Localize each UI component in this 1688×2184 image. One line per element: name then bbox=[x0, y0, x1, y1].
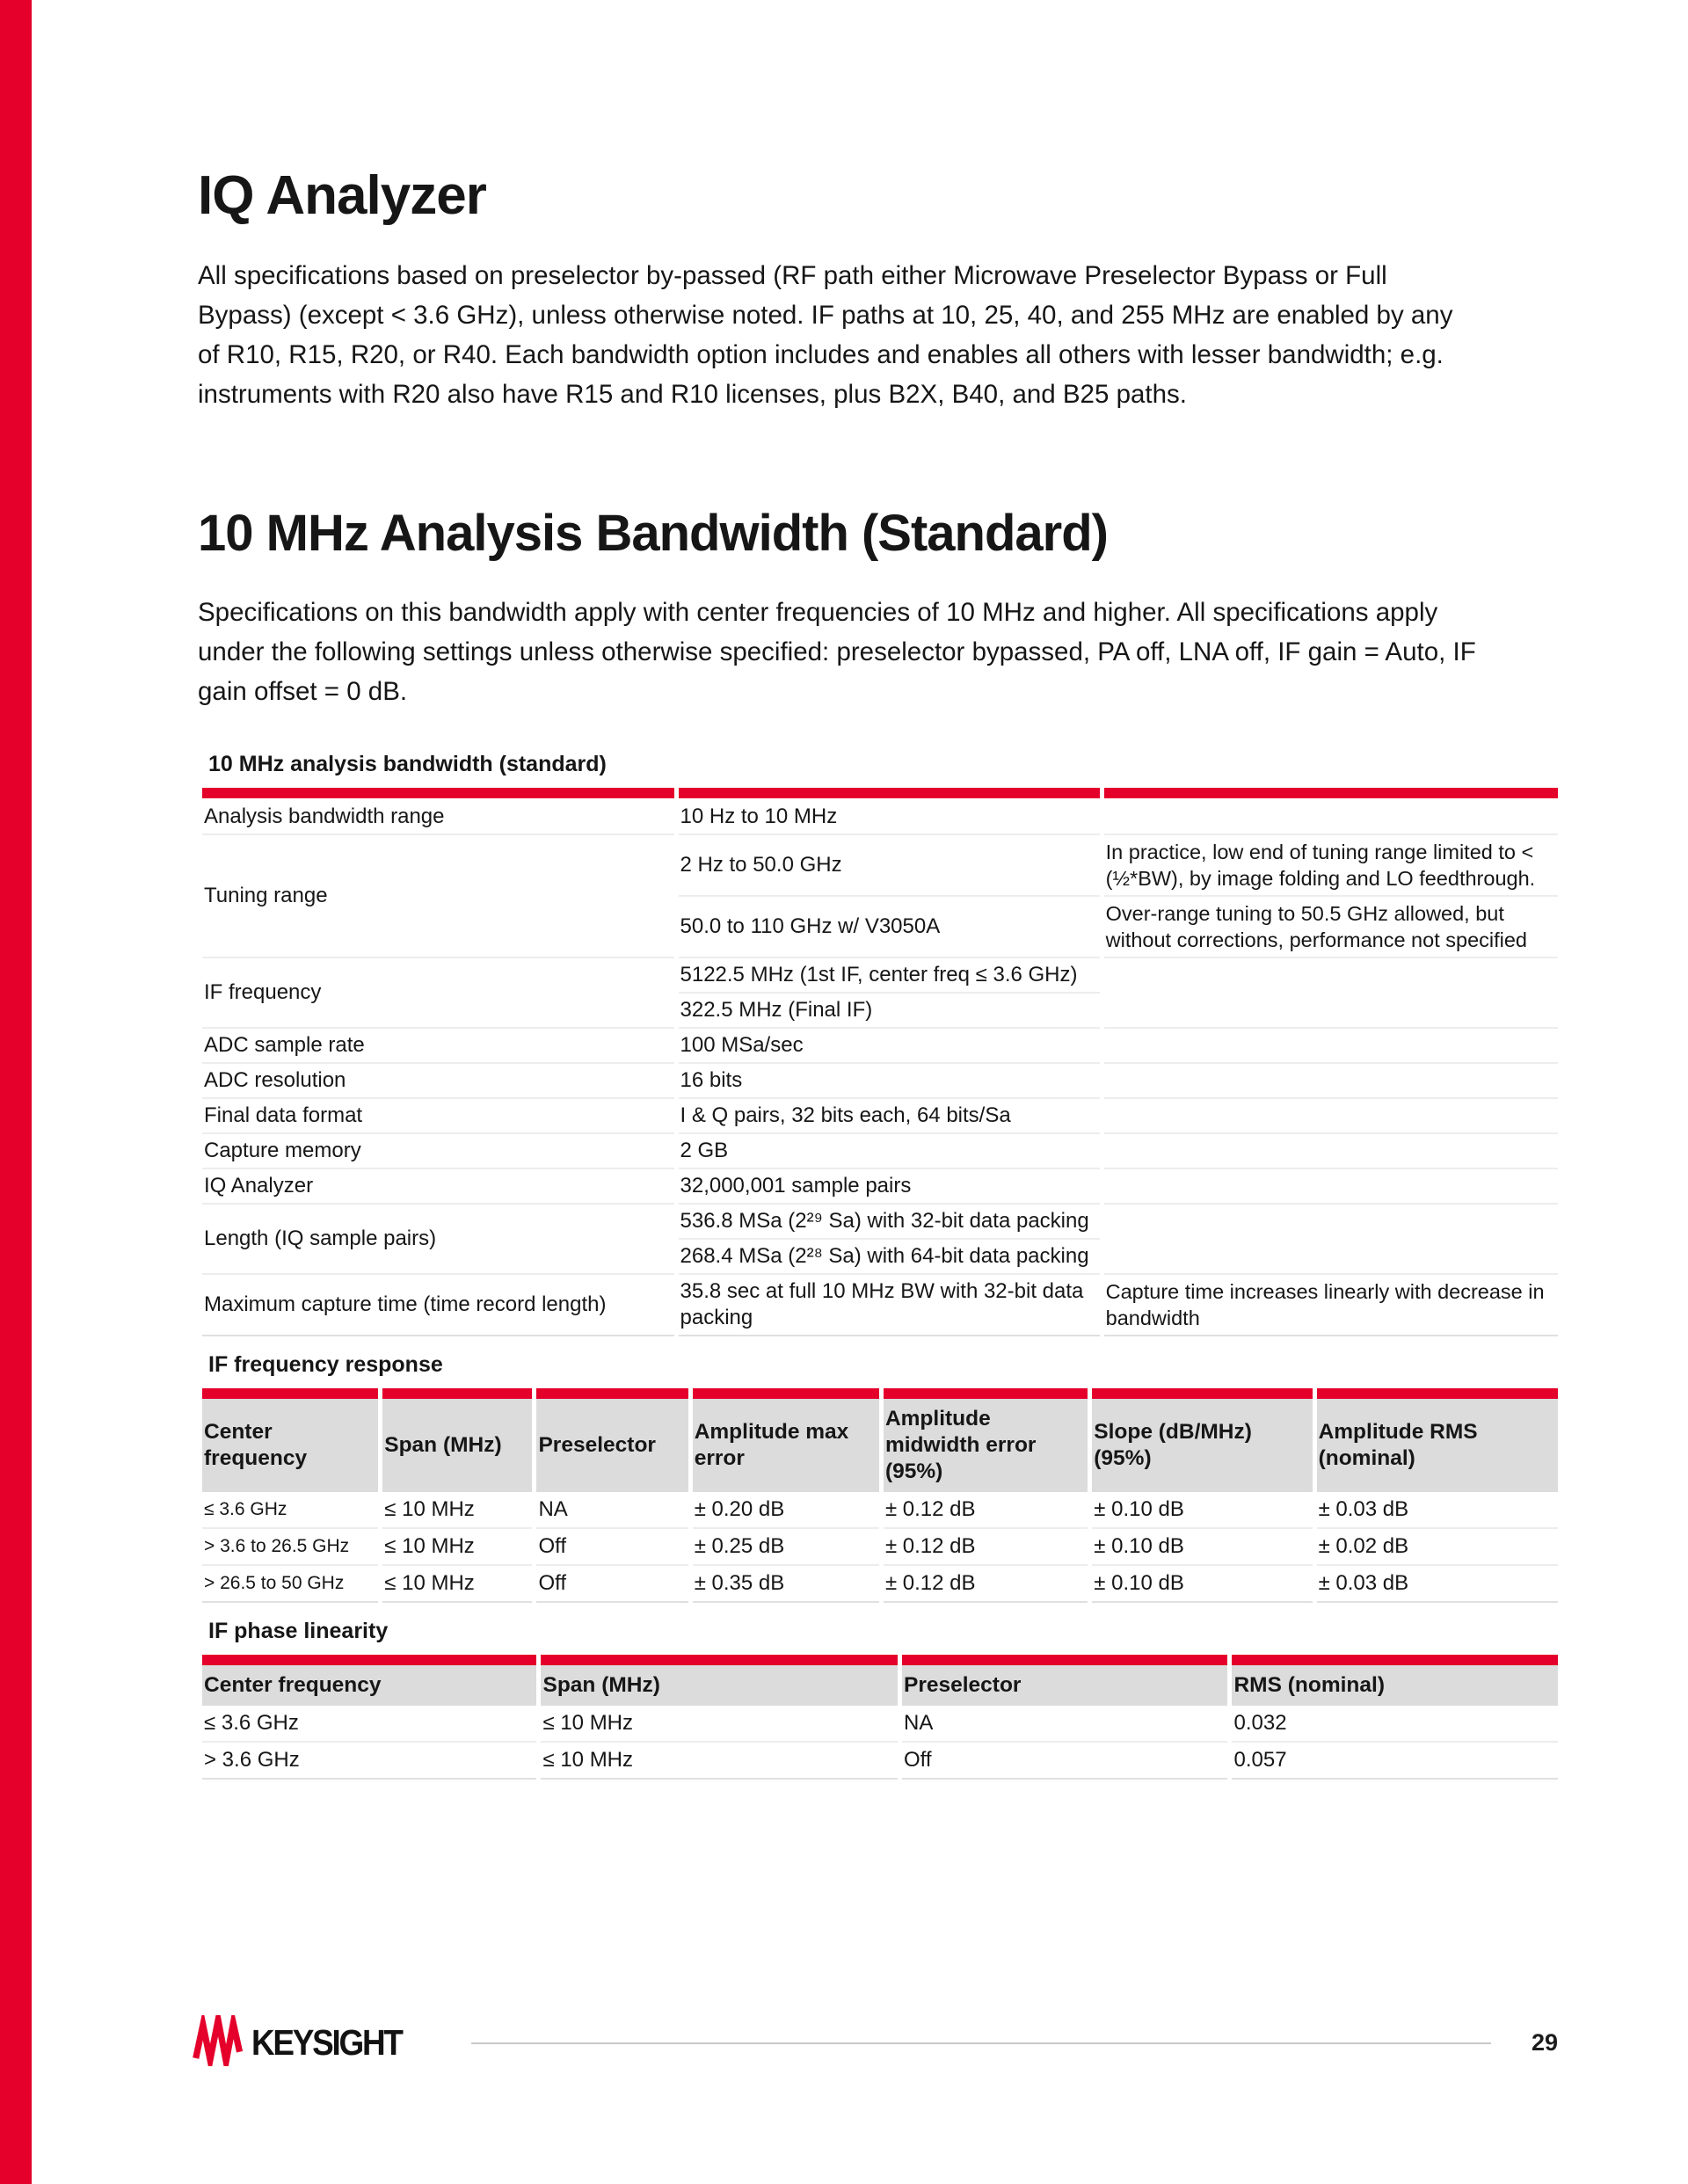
data-cell: > 3.6 GHz bbox=[202, 1741, 536, 1780]
section-title: 10 MHz Analysis Bandwidth (Standard) bbox=[198, 505, 1108, 563]
data-cell: > 3.6 to 26.5 GHz bbox=[202, 1527, 378, 1564]
bandwidth-spec-table bbox=[198, 788, 1562, 1336]
table-row bbox=[202, 1492, 1558, 1527]
data-cell: ± 0.10 dB bbox=[1094, 1497, 1184, 1522]
table-row bbox=[202, 1741, 1558, 1780]
data-cell: 0.032 bbox=[1233, 1711, 1287, 1736]
spec-row bbox=[202, 1097, 1558, 1132]
keysight-logo bbox=[192, 2015, 418, 2071]
spec-note: Over-range tuning to 50.5 GHz allowed, but without corrections, performance not specified bbox=[1104, 895, 1558, 957]
data-cell: ≤ 10 MHz bbox=[542, 1711, 634, 1736]
data-cell: ± 0.10 dB bbox=[1092, 1527, 1312, 1564]
page-number: 29 bbox=[1531, 2029, 1558, 2056]
data-cell: ± 0.12 dB bbox=[884, 1564, 1088, 1603]
data-cell: ≤ 10 MHz bbox=[382, 1527, 532, 1564]
spec-value: 35.8 sec at full 10 MHz BW with 32-bit data packing bbox=[679, 1273, 1100, 1336]
data-cell: > 26.5 to 50 GHz bbox=[202, 1564, 378, 1603]
spec-value: 50.0 to 110 GHz w/ V3050A bbox=[679, 895, 1100, 957]
spec-note: Capture time increases linearly with decrease in bandwidth bbox=[1104, 1273, 1558, 1336]
if-frequency-response-heading: IF frequency response bbox=[208, 1352, 443, 1378]
data-cell: ± 0.03 dB bbox=[1317, 1564, 1558, 1603]
spec-label: Final data format bbox=[202, 1097, 674, 1132]
keysight-pulse-icon bbox=[192, 2015, 246, 2071]
spec-row bbox=[202, 957, 1558, 992]
column-header: RMS (nominal) bbox=[1232, 1655, 1558, 1706]
spec-value: I & Q pairs, 32 bits each, 64 bits/Sa bbox=[679, 1097, 1100, 1132]
spec-value: 536.8 MSa (2²⁹ Sa) with 32-bit data packing bbox=[679, 1203, 1100, 1238]
spec-row bbox=[202, 1132, 1558, 1168]
spec-label: IF frequency bbox=[202, 957, 674, 1027]
spec-note bbox=[1104, 1097, 1558, 1132]
spec-value: 268.4 MSa (2²⁸ Sa) with 64-bit data packing bbox=[679, 1238, 1100, 1273]
spec-note bbox=[1104, 1168, 1558, 1203]
data-cell: Off bbox=[902, 1741, 1227, 1780]
column-header: Span (MHz) bbox=[541, 1655, 898, 1706]
intro-paragraph: All specifications based on preselector by-passed (RF path either Microwave Preselector Bypass or Full Bypass) (except < 3.6 GHz), unless otherwise noted. IF paths at 10, 25, 40, and 255 MHz are enabled by any of R10, R15, R20, or R40. Each bandwidth option includes and enables all others with lesser bandwidth; e.g. instruments with R20 also have R15 and R10 licenses, plus B2X, B40, and B25 paths. bbox=[198, 261, 1453, 410]
spec-note bbox=[1104, 1062, 1558, 1097]
column-header: Preselector bbox=[902, 1655, 1227, 1706]
table-row bbox=[202, 1706, 1558, 1741]
data-cell: ± 0.20 dB bbox=[694, 1497, 785, 1522]
data-cell: ≤ 10 MHz bbox=[541, 1741, 898, 1780]
keysight-wordmark: KEYSIGHT bbox=[251, 2022, 402, 2063]
spec-row bbox=[202, 1062, 1558, 1097]
page-title: IQ Analyzer bbox=[198, 165, 486, 226]
data-cell: ≤ 3.6 GHz bbox=[204, 1499, 287, 1520]
spec-label: ADC resolution bbox=[202, 1062, 674, 1097]
page-content bbox=[198, 0, 1562, 1780]
column-header: Span (MHz) bbox=[382, 1388, 532, 1492]
left-accent-bar bbox=[0, 0, 32, 2184]
spec-row bbox=[202, 1168, 1558, 1203]
table-row bbox=[202, 1564, 1558, 1603]
table-row bbox=[202, 1527, 1558, 1564]
spec-note bbox=[1104, 1203, 1558, 1273]
data-cell: ± 0.10 dB bbox=[1092, 1564, 1312, 1603]
data-cell: Off bbox=[536, 1564, 688, 1603]
column-header: Preselector bbox=[536, 1388, 688, 1492]
column-header: Amplitude RMS (nominal) bbox=[1317, 1388, 1558, 1492]
spec-note bbox=[1104, 957, 1558, 1027]
spec-label: Capture memory bbox=[202, 1132, 674, 1168]
spec-value: 2 Hz to 50.0 GHz bbox=[679, 834, 1100, 895]
spec-value: 2 GB bbox=[679, 1132, 1100, 1168]
spec-label: Tuning range bbox=[202, 834, 674, 957]
spec-note bbox=[1104, 788, 1558, 834]
data-cell: 0.057 bbox=[1232, 1741, 1558, 1780]
column-header: Center frequency bbox=[202, 1388, 378, 1492]
if-frequency-response-table bbox=[198, 1388, 1562, 1603]
page-footer bbox=[192, 2015, 1558, 2071]
spec-label: IQ Analyzer bbox=[202, 1168, 674, 1203]
spec-value: 100 MSa/sec bbox=[679, 1027, 1100, 1062]
data-cell: ± 0.12 dB bbox=[884, 1497, 976, 1522]
column-header: Amplitude midwidth error (95%) bbox=[884, 1388, 1088, 1492]
data-cell: ± 0.03 dB bbox=[1318, 1497, 1409, 1522]
spec-note: In practice, low end of tuning range limited to < (½*BW), by image folding and LO feedthrough. bbox=[1104, 834, 1558, 895]
bandwidth-table-title: 10 MHz analysis bandwidth (standard) bbox=[208, 752, 607, 777]
header-row bbox=[202, 1655, 1558, 1706]
spec-value: 10 Hz to 10 MHz bbox=[679, 788, 1100, 834]
spec-row bbox=[202, 788, 1558, 834]
data-cell: NA bbox=[904, 1711, 934, 1736]
data-cell: ± 0.25 dB bbox=[693, 1527, 879, 1564]
column-header: Center frequency bbox=[202, 1655, 536, 1706]
spec-value: 322.5 MHz (Final IF) bbox=[679, 992, 1100, 1027]
data-cell: ≤ 3.6 GHz bbox=[204, 1711, 299, 1736]
spec-row bbox=[202, 1027, 1558, 1062]
spec-value: 5122.5 MHz (1st IF, center freq ≤ 3.6 GHz) bbox=[679, 957, 1100, 992]
data-cell: Off bbox=[536, 1527, 688, 1564]
data-cell: ± 0.35 dB bbox=[693, 1564, 879, 1603]
spec-value: 16 bits bbox=[679, 1062, 1100, 1097]
data-cell: ± 0.02 dB bbox=[1317, 1527, 1558, 1564]
data-cell: NA bbox=[538, 1497, 568, 1522]
spec-label: Maximum capture time (time record length) bbox=[202, 1273, 674, 1336]
spec-row bbox=[202, 1203, 1558, 1238]
spec-row bbox=[202, 834, 1558, 895]
section-paragraph: Specifications on this bandwidth apply with center frequencies of 10 MHz and higher. All specifications apply under the following settings unless otherwise specified: preselector bypassed, PA off, LNA off, IF gain = Auto, IF gain offset = 0 dB. bbox=[198, 598, 1476, 707]
data-cell: ± 0.12 dB bbox=[884, 1527, 1088, 1564]
data-cell: ≤ 10 MHz bbox=[382, 1564, 532, 1603]
spec-label: ADC sample rate bbox=[202, 1027, 674, 1062]
spec-label: Length (IQ sample pairs) bbox=[202, 1203, 674, 1273]
spec-note bbox=[1104, 1132, 1558, 1168]
header-row bbox=[202, 1388, 1558, 1492]
if-phase-linearity-table bbox=[198, 1655, 1562, 1780]
column-header: Slope (dB/MHz) (95%) bbox=[1092, 1388, 1312, 1492]
data-cell: ≤ 10 MHz bbox=[384, 1497, 475, 1522]
spec-label: Analysis bandwidth range bbox=[202, 788, 674, 834]
spec-value: 32,000,001 sample pairs bbox=[679, 1168, 1100, 1203]
footer-divider bbox=[471, 2042, 1491, 2044]
spec-row bbox=[202, 1273, 1558, 1336]
if-phase-linearity-heading: IF phase linearity bbox=[208, 1619, 389, 1644]
column-header: Amplitude max error bbox=[693, 1388, 879, 1492]
spec-note bbox=[1104, 1027, 1558, 1062]
